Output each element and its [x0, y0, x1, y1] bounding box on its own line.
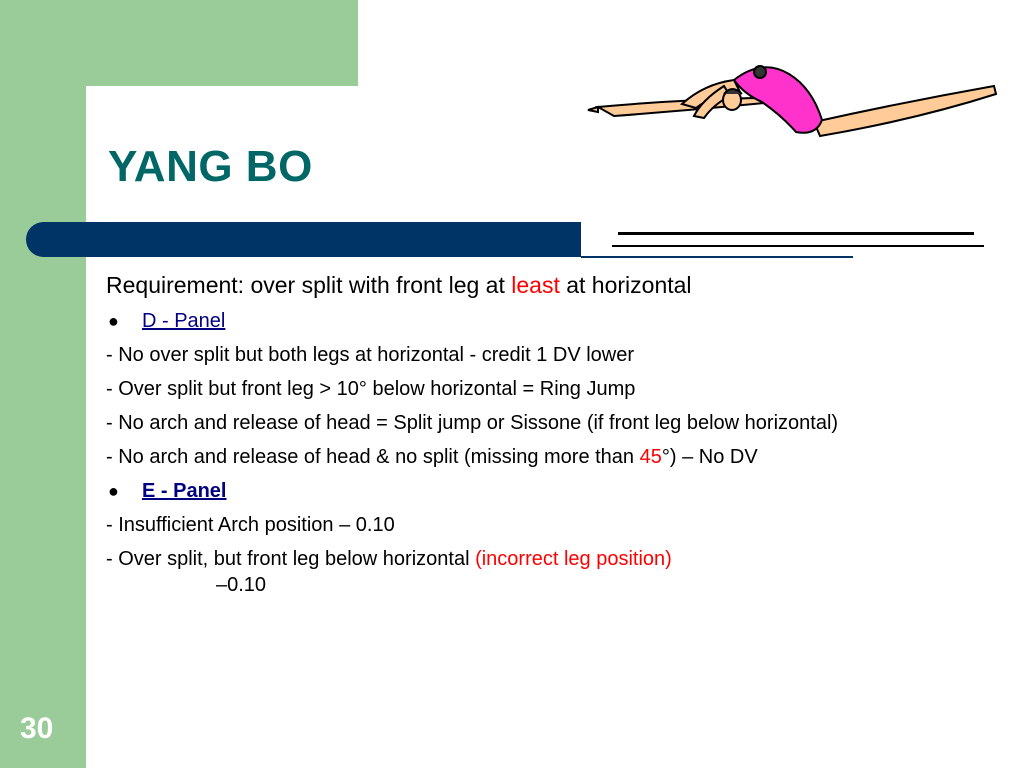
corner-curve	[86, 86, 146, 146]
title-divider-bar	[26, 222, 581, 257]
d-panel-line-4-suffix: °) – No DV	[661, 446, 758, 468]
e-panel-link[interactable]: E - Panel	[142, 480, 227, 502]
e-panel-line-2-prefix: - Over split, but front leg below horizontal	[106, 548, 476, 570]
d-panel-line-4	[106, 444, 926, 470]
e-panel-line-2	[106, 546, 926, 572]
requirement-line	[106, 270, 926, 300]
e-panel-line-1: - Insufficient Arch position – 0.10	[106, 514, 395, 536]
d-panel-link[interactable]: D - Panel	[142, 310, 226, 332]
image-underline-top	[618, 232, 974, 235]
left-decor-strip	[0, 0, 86, 768]
d-panel-line-4-highlight: 45	[639, 446, 662, 468]
requirement-highlight: least	[511, 272, 560, 298]
bullet-icon: ●	[108, 311, 119, 331]
slide-title: YANG BO	[108, 142, 313, 191]
page-number: 30	[20, 712, 54, 745]
divider-thin-line	[581, 256, 853, 258]
image-underline-bottom	[612, 245, 984, 247]
requirement-prefix: Requirement: over split with front leg at	[106, 272, 512, 298]
slide-content	[106, 270, 926, 606]
requirement-suffix: at horizontal	[559, 272, 692, 298]
d-panel-line-1: - No over split but both legs at horizontal - credit 1 DV lower	[106, 344, 635, 366]
d-panel-bullet-row	[106, 308, 926, 334]
e-panel-bullet-row	[106, 478, 926, 504]
d-panel-line-2: - Over split but front leg > 10° below horizontal = Ring Jump	[106, 378, 636, 400]
e-panel-line-2-highlight: (incorrect leg position)	[475, 548, 672, 570]
d-panel-line-4-prefix: - No arch and release of head & no split (missing more than	[106, 446, 640, 468]
bullet-icon: ●	[108, 481, 119, 501]
top-decor-block	[86, 0, 358, 86]
e-panel-deduction: –0.10	[216, 574, 267, 596]
d-panel-line-3: - No arch and release of head = Split jump or Sissone (if front leg below horizontal)	[106, 412, 839, 434]
gymnast-split-leap-icon	[584, 50, 1000, 170]
